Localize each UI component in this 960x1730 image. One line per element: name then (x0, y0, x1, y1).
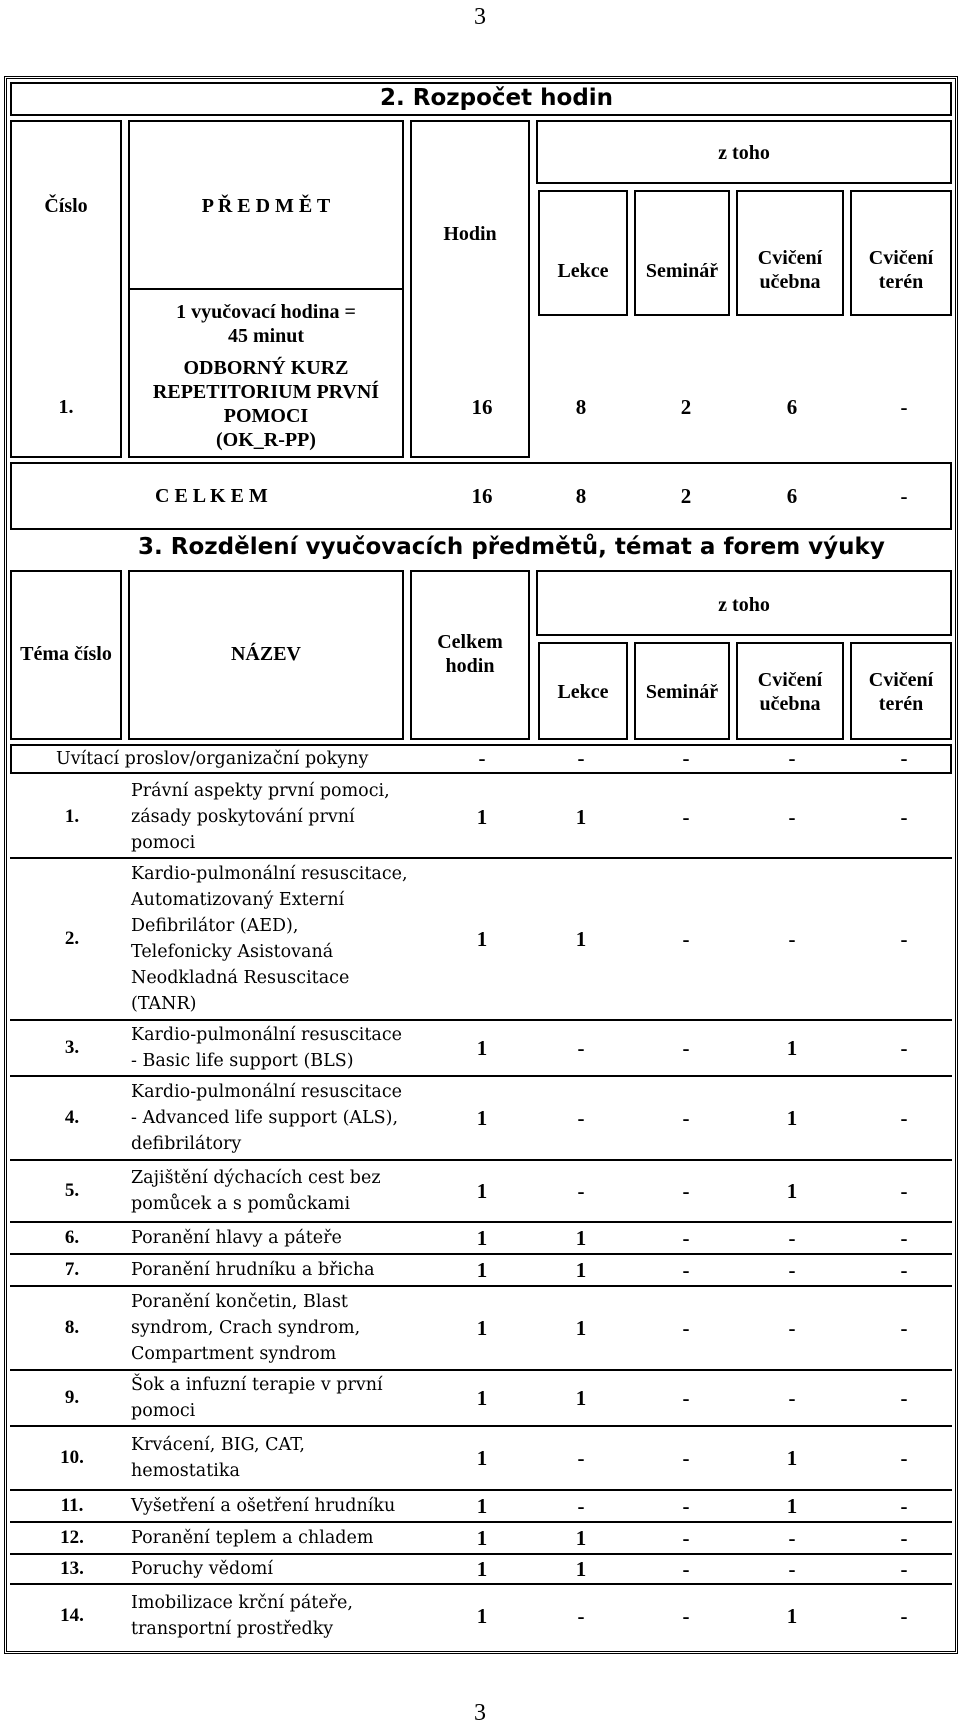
z-toho-header: z toho (718, 142, 770, 164)
topic-name (131, 1022, 402, 1074)
topic-seminar-value: - (682, 1604, 690, 1628)
topic-name (131, 1432, 305, 1484)
topic-number: 10. (60, 1447, 84, 1468)
topic-lekce-value: - (577, 1106, 585, 1130)
teren-header-3-line2: terén (878, 693, 924, 715)
topic-teren-value: - (900, 805, 908, 829)
topic-lekce-value: - (577, 1179, 585, 1203)
topic-ucebna-value: 1 (786, 1446, 798, 1470)
lekce-header-cell (538, 190, 628, 316)
topic-name-line: Kardio-pulmonální resuscitace, (131, 864, 408, 884)
topic-number: 8. (64, 1317, 80, 1338)
row-divider (10, 1075, 952, 1077)
topic-seminar-value: - (682, 1258, 690, 1282)
topic-number: 4. (64, 1107, 80, 1128)
ucebna-header (736, 246, 844, 294)
topic-celkem-value: 1 (476, 1557, 488, 1581)
topic-number: 9. (64, 1387, 80, 1408)
topic-number: 5. (64, 1180, 80, 1201)
topic-teren-value: - (900, 1557, 908, 1581)
row-ucebna: 6 (786, 395, 798, 419)
row-cislo: 1. (58, 396, 74, 418)
seminar-header-cell (634, 190, 730, 316)
topic-ucebna-value: - (788, 1316, 796, 1340)
topic-seminar-value: - (682, 1386, 690, 1410)
topic-number: 1. (64, 806, 80, 827)
topic-name-line: transportní prostředky (131, 1619, 334, 1639)
row-divider (10, 1369, 952, 1371)
topic-celkem-value: 1 (476, 1258, 488, 1282)
celkem-label: C E L K E M (155, 485, 268, 507)
topic-celkem-value: 1 (476, 1494, 488, 1518)
seminar-header: Seminář (645, 260, 719, 282)
nazev-header: NÁZEV (230, 643, 301, 665)
topic-name-line: (TANR) (131, 994, 197, 1014)
topic-name-line: Automatizovaný Externí (131, 890, 345, 910)
topic-lekce-value: 1 (575, 927, 587, 951)
topic-name-line: pomůcek a s pomůckami (131, 1194, 351, 1214)
row-divider (10, 1425, 952, 1427)
intro-lekce: - (577, 746, 585, 770)
topic-number: 13. (60, 1558, 84, 1579)
teren-header-line2: terén (878, 271, 924, 293)
intro-ucebna: - (788, 746, 796, 770)
topic-ucebna-value: 1 (786, 1494, 798, 1518)
topic-ucebna-value: - (788, 1386, 796, 1410)
row-divider (10, 1583, 952, 1585)
topic-name-line: hemostatika (131, 1461, 240, 1481)
topic-name-line: Neodkladná Resuscitace (131, 968, 350, 988)
topic-number: 7. (64, 1259, 80, 1280)
celkem-hodin: 16 (471, 484, 493, 508)
topic-lekce-value: - (577, 1494, 585, 1518)
topic-celkem-value: 1 (476, 1446, 488, 1470)
celkem-lekce: 8 (575, 484, 587, 508)
celkem-ucebna: 6 (786, 484, 798, 508)
topic-number: 11. (60, 1495, 84, 1516)
topic-lekce-value: - (577, 1604, 585, 1628)
topic-name (131, 1525, 373, 1551)
section3-title: 3. Rozdělení vyučovacích předmětů, témat a forem výuky (138, 534, 885, 560)
row-divider (10, 1521, 952, 1523)
topic-celkem-value: 1 (476, 1106, 488, 1130)
celkem-header (410, 630, 530, 678)
topic-celkem-value: 1 (476, 1526, 488, 1550)
topic-name (131, 778, 390, 856)
topic-lekce-value: 1 (575, 1226, 587, 1250)
topic-teren-value: - (900, 1386, 908, 1410)
topic-name-line: - Basic life support (BLS) (131, 1051, 354, 1071)
topic-name (131, 1289, 360, 1367)
topic-number: 14. (60, 1605, 84, 1626)
topic-name-line: zásady poskytování první (131, 807, 355, 827)
topic-name-line: syndrom, Crach syndrom, (131, 1318, 361, 1338)
celkem-seminar: 2 (680, 484, 692, 508)
topic-ucebna-value: 1 (786, 1036, 798, 1060)
topic-number: 2. (64, 928, 80, 949)
ucebna-header-3-line1: Cvičení (757, 669, 823, 691)
topic-lekce-value: 1 (575, 1557, 587, 1581)
row-divider (10, 1553, 952, 1555)
celkem-header-line2: hodin (445, 655, 495, 677)
note-divider (128, 288, 404, 290)
topic-ucebna-value: - (788, 1557, 796, 1581)
topic-teren-value: - (900, 1226, 908, 1250)
topic-name (131, 1079, 402, 1157)
topic-ucebna-value: - (788, 1226, 796, 1250)
topic-name-line: Kardio-pulmonální resuscitace (131, 1025, 403, 1045)
topic-seminar-value: - (682, 1226, 690, 1250)
row-divider (10, 1159, 952, 1161)
topic-name-line: Telefonicky Asistovaná (131, 942, 334, 962)
topic-name (131, 1225, 342, 1251)
topic-celkem-value: 1 (476, 1604, 488, 1628)
tema-header: Téma číslo (20, 643, 112, 665)
page-number-top: 3 (474, 4, 486, 30)
intro-label: Uvítací proslov/organizační pokyny (56, 749, 369, 769)
topic-name-line: Poranění hlavy a páteře (131, 1228, 342, 1248)
topic-celkem-value: 1 (476, 927, 488, 951)
ucebna-header-3 (736, 668, 844, 716)
topic-name-line: Vyšetření a ošetření hrudníku (131, 1496, 396, 1516)
topic-name-line: Poranění hrudníku a břicha (131, 1260, 375, 1280)
topic-seminar-value: - (682, 1316, 690, 1340)
row-divider (10, 1019, 952, 1021)
topic-ucebna-value: 1 (786, 1604, 798, 1628)
teren-header (850, 246, 952, 294)
intro-seminar: - (682, 746, 690, 770)
topic-seminar-value: - (682, 1179, 690, 1203)
topic-celkem-value: 1 (476, 1179, 488, 1203)
topic-ucebna-value: - (788, 927, 796, 951)
row-lekce: 8 (575, 395, 587, 419)
topic-teren-value: - (900, 1179, 908, 1203)
topic-celkem-value: 1 (476, 1386, 488, 1410)
cislo-header: Číslo (44, 195, 88, 217)
topic-seminar-value: - (682, 1557, 690, 1581)
topic-seminar-value: - (682, 1106, 690, 1130)
predmet-header: P Ř E D M Ě T (201, 195, 331, 217)
row-divider (10, 1489, 952, 1491)
topic-name-line: Poruchy vědomí (131, 1559, 273, 1579)
topic-name (131, 1372, 383, 1424)
teren-header-3-line1: Cvičení (868, 669, 934, 691)
page-number-bottom: 3 (474, 1700, 486, 1726)
subject-line1: ODBORNÝ KURZ (183, 357, 349, 379)
topic-number: 3. (64, 1037, 80, 1058)
topic-name-line: Poranění teplem a chladem (131, 1528, 374, 1548)
topic-seminar-value: - (682, 1036, 690, 1060)
celkem-header-line1: Celkem (437, 631, 503, 653)
subject-line2: REPETITORIUM PRVNÍ (152, 381, 380, 403)
hour-note (128, 300, 404, 348)
topic-ucebna-value: - (788, 1526, 796, 1550)
topic-ucebna-value: - (788, 1258, 796, 1282)
topic-name-line: defibrilátory (131, 1134, 242, 1154)
topic-teren-value: - (900, 1526, 908, 1550)
topic-teren-value: - (900, 1036, 908, 1060)
topic-name (131, 1493, 395, 1519)
topic-teren-value: - (900, 1106, 908, 1130)
topic-seminar-value: - (682, 1494, 690, 1518)
hour-note-line2: 45 minut (227, 325, 305, 347)
topic-teren-value: - (900, 1494, 908, 1518)
lekce-header: Lekce (557, 260, 609, 282)
topic-name-line: Krvácení, BIG, CAT, (131, 1435, 305, 1455)
topic-name (131, 861, 408, 1017)
seminar-header-3: Seminář (645, 681, 719, 703)
topic-name-line: Šok a infuzní terapie v první (131, 1375, 383, 1395)
topic-name (131, 1556, 273, 1582)
topic-lekce-value: - (577, 1036, 585, 1060)
celkem-teren: - (900, 484, 908, 508)
topic-lekce-value: - (577, 1446, 585, 1470)
topic-number: 12. (60, 1527, 84, 1548)
topic-number: 6. (64, 1227, 80, 1248)
row-divider (10, 1221, 952, 1223)
topic-name (131, 1257, 375, 1283)
row-divider (10, 1253, 952, 1255)
topic-name-line: Právní aspekty první pomoci, (131, 781, 390, 801)
ucebna-header-line2: učebna (759, 271, 821, 293)
topic-name (131, 1165, 381, 1217)
topic-lekce-value: 1 (575, 1386, 587, 1410)
topic-celkem-value: 1 (476, 1036, 488, 1060)
topic-celkem-value: 1 (476, 1316, 488, 1340)
topic-name-line: pomoci (131, 833, 196, 853)
topic-lekce-value: 1 (575, 1526, 587, 1550)
topic-ucebna-value: 1 (786, 1179, 798, 1203)
z-toho-header-3: z toho (718, 594, 770, 616)
topic-celkem-value: 1 (476, 1226, 488, 1250)
topic-name-line: Defibrilátor (AED), (131, 916, 299, 936)
teren-header-line1: Cvičení (868, 247, 934, 269)
topic-seminar-value: - (682, 1526, 690, 1550)
row-seminar: 2 (680, 395, 692, 419)
topic-teren-value: - (900, 1446, 908, 1470)
ucebna-header-line1: Cvičení (757, 247, 823, 269)
topic-teren-value: - (900, 927, 908, 951)
topic-name-line: pomoci (131, 1401, 196, 1421)
lekce-header-3: Lekce (557, 681, 609, 703)
row-divider (10, 857, 952, 859)
topic-name (131, 1590, 353, 1642)
hour-note-line1: 1 vyučovací hodina = (176, 301, 356, 323)
row-hodin: 16 (471, 395, 493, 419)
ucebna-header-3-line2: učebna (759, 693, 821, 715)
topic-lekce-value: 1 (575, 1316, 587, 1340)
topic-lekce-value: 1 (575, 805, 587, 829)
row-divider (10, 1285, 952, 1287)
topic-name-line: - Advanced life support (ALS), (131, 1108, 399, 1128)
intro-celkem: - (478, 746, 486, 770)
topic-seminar-value: - (682, 927, 690, 951)
topic-seminar-value: - (682, 1446, 690, 1470)
topic-ucebna-value: - (788, 805, 796, 829)
topic-ucebna-value: 1 (786, 1106, 798, 1130)
topic-lekce-value: 1 (575, 1258, 587, 1282)
row-subject-name (128, 356, 404, 452)
subject-line4: (OK_R-PP) (216, 429, 316, 451)
topic-seminar-value: - (682, 805, 690, 829)
topic-teren-value: - (900, 1258, 908, 1282)
teren-header-3 (850, 668, 952, 716)
row-teren: - (900, 395, 908, 419)
section2-title: 2. Rozpočet hodin (380, 85, 614, 111)
topic-teren-value: - (900, 1604, 908, 1628)
topic-teren-value: - (900, 1316, 908, 1340)
topic-name-line: Imobilizace krční páteře, (131, 1593, 353, 1613)
topic-name-line: Zajištění dýchacích cest bez (131, 1168, 381, 1188)
topic-celkem-value: 1 (476, 805, 488, 829)
intro-teren: - (900, 746, 908, 770)
subject-line3: POMOCI (223, 405, 309, 427)
topic-name-line: Compartment syndrom (131, 1344, 337, 1364)
topic-name-line: Kardio-pulmonální resuscitace (131, 1082, 403, 1102)
hodin-header: Hodin (443, 223, 497, 245)
topic-name-line: Poranění končetin, Blast (131, 1292, 348, 1312)
